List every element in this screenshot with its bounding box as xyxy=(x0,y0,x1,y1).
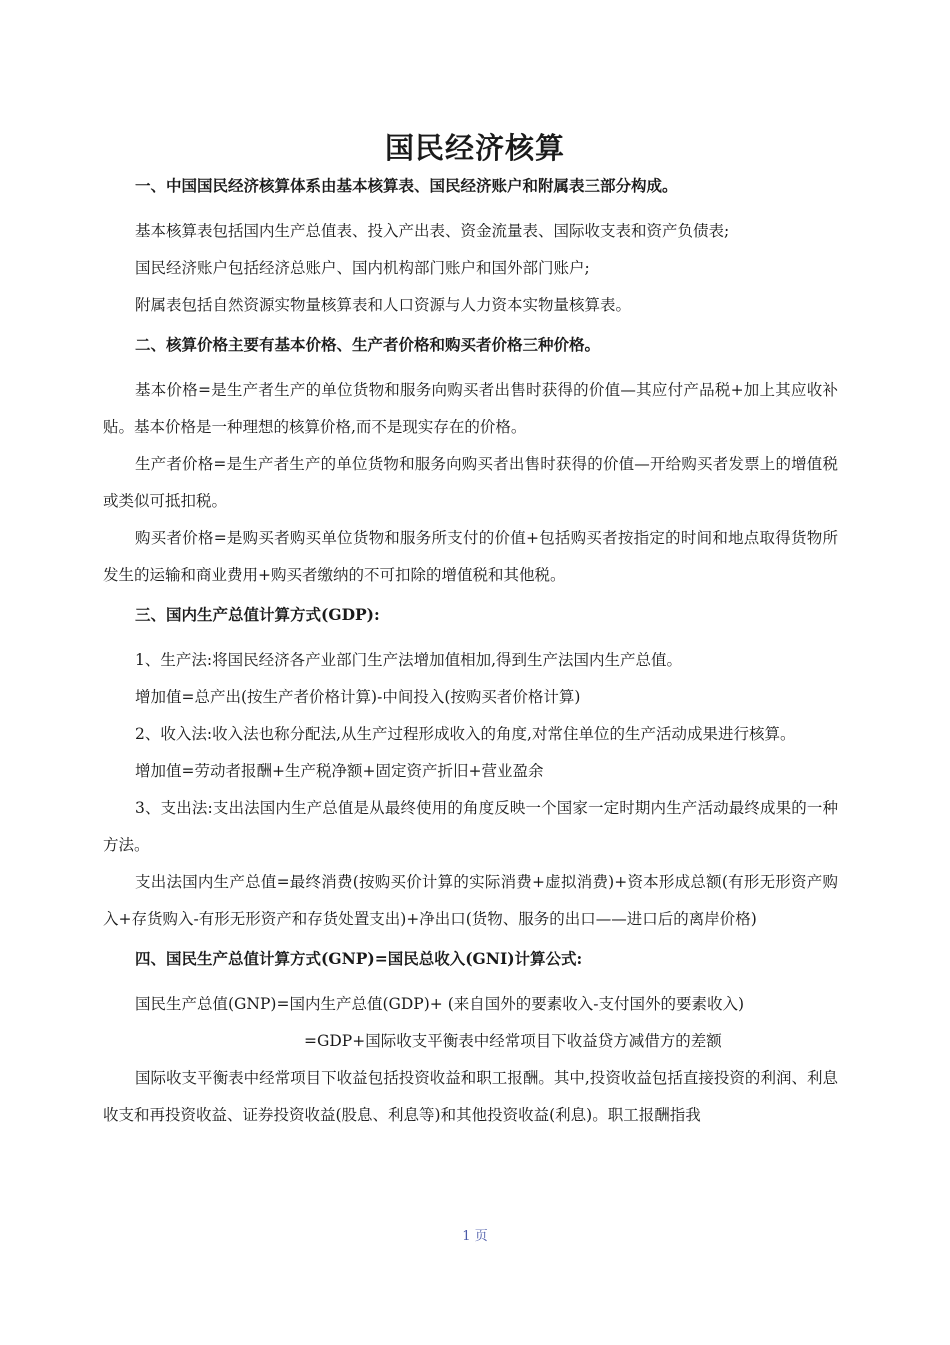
formula-line: 国民生产总值(GNP)=国内生产总值(GDP)+ (来自国外的要素收入-支付国外的要素收入) xyxy=(135,995,745,1013)
paragraph: 基本核算表包括国内生产总值表、投入产出表、资金流量表、国际收支表和资产负债表; xyxy=(135,222,730,240)
section-heading-2: 二、核算价格主要有基本价格、生产者价格和购买者价格三种价格。 xyxy=(135,335,601,354)
paragraph: 1、生产法:将国民经济各产业部门生产法增加值相加,得到生产法国内生产总值。 xyxy=(135,651,683,669)
paragraph: 基本价格=是生产者生产的单位货物和服务向购买者出售时获得的价值—其应付产品税+加上其应收补贴。基本价格是一种理想的核算价格,而不是现实存在的价格。 xyxy=(103,381,838,436)
formula-paragraph: 增加值=总产出(按生产者价格计算)-中间投入(按购买者价格计算) xyxy=(135,688,581,706)
paragraph: 3、支出法:支出法国内生产总值是从最终使用的角度反映一个国家一定时期内生产活动最终成果的一种方法。 xyxy=(103,799,838,854)
paragraph: 购买者价格=是购买者购买单位货物和服务所支付的价值+包括购买者按指定的时间和地点取得货物所发生的运输和商业费用+购买者缴纳的不可扣除的增值税和其他税。 xyxy=(103,529,838,584)
page-number: 1 页 xyxy=(462,1229,488,1244)
paragraph: 国民经济账户包括经济总账户、国内机构部门账户和国外部门账户; xyxy=(135,259,590,277)
paragraph: 附属表包括自然资源实物量核算表和人口资源与人力资本实物量核算表。 xyxy=(135,296,632,314)
formula-paragraph: 支出法国内生产总值=最终消费(按购买价计算的实际消费+虚拟消费)+资本形成总额(有形无形资产购入+存货购入-有形无形资产和存货处置支出)+净出口(货物、服务的出口——进口后的离岸价格) xyxy=(103,873,838,928)
paragraph: 国际收支平衡表中经常项目下收益包括投资收益和职工报酬。其中,投资收益包括直接投资的利润、利息收支和再投资收益、证券投资收益(股息、利息等)和其他投资收益(利息)。职工报酬指我 xyxy=(103,1069,838,1124)
section-heading-4: 四、国民生产总值计算方式(GNP)=国民总收入(GNI)计算公式: xyxy=(135,949,583,968)
section-heading-3: 三、国内生产总值计算方式(GDP): xyxy=(135,605,380,624)
formula-paragraph: 增加值=劳动者报酬+生产税净额+固定资产折旧+营业盈余 xyxy=(135,762,544,780)
section-heading-1: 一、中国国民经济核算体系由基本核算表、国民经济账户和附属表三部分构成。 xyxy=(135,176,678,195)
paragraph: 2、收入法:收入法也称分配法,从生产过程形成收入的角度,对常住单位的生产活动成果进行核算。 xyxy=(135,725,796,743)
paragraph: 生产者价格=是生产者生产的单位货物和服务向购买者出售时获得的价值—开给购买者发票上的增值税或类似可抵扣税。 xyxy=(103,455,838,510)
formula-line-continued: =GDP+国际收支平衡表中经常项目下收益贷方减借方的差额 xyxy=(304,1032,722,1050)
page-title: 国民经济核算 xyxy=(384,131,565,165)
document-body xyxy=(103,176,838,1134)
